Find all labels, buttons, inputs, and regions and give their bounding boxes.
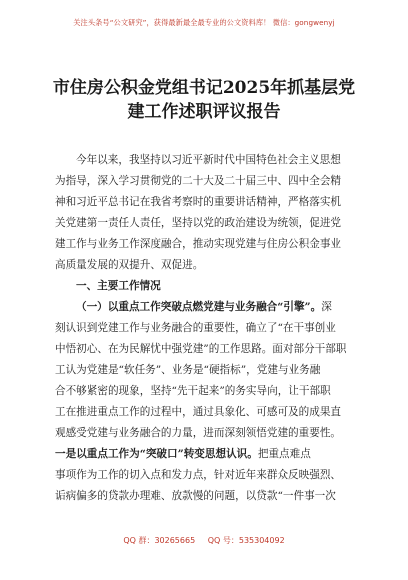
- title-line-2: 建工作述职评议报告: [127, 102, 281, 122]
- document-title: [30, 76, 378, 124]
- section-heading: 一、主要工作情况: [76, 280, 161, 292]
- paragraph-line: 高质量发展的双提升、双促进。: [55, 259, 204, 271]
- qq-group: QQ 群：30265665: [123, 536, 196, 545]
- paragraph-line: 工在推进重点工作的过程中，通过具象化、可感可及的成果直: [55, 406, 342, 418]
- paragraph-line: 观感受党建与业务融合的力量，进而深刻领悟党建的重要性。: [55, 427, 342, 439]
- paragraph-line: 神和习近平总书记在我省考察时的重要讲话精神，严格落实机: [55, 196, 342, 208]
- paragraph-line: 工认为党建是“软任务”、业务是“硬指标”，党建与业务融: [55, 364, 321, 376]
- subsection-heading-line: [55, 297, 353, 318]
- point-rest: 把重点难点: [257, 448, 311, 460]
- paragraph-line: 建工作与业务工作深度融合，推动实现党建与住房公积金事业: [55, 238, 342, 250]
- contact-footer: [0, 535, 408, 546]
- promo-header: 关注头条号“公文研究”，获得最新最全最专业的公文资料库！ 微信：gongwenyj: [73, 18, 335, 27]
- subsection-heading-tail: 深: [321, 301, 332, 313]
- qq-number: QQ 号：535304092: [207, 536, 285, 545]
- document-body: [55, 150, 353, 507]
- paragraph-line: 诟病偏多的贷款办理难、放款慢的问题，以贷款“一件事一次: [55, 490, 336, 502]
- paragraph-line: 事项作为工作的切入点和发力点，针对近年来群众反映强烈、: [55, 469, 342, 481]
- point-heading-line: [55, 444, 353, 465]
- paragraph-line: 中悟初心、在为民解忧中强党建”的工作思路。面对部分干部职: [55, 343, 347, 355]
- point-label: 一是: [55, 448, 77, 460]
- paragraph-line: 为指导，深入学习贯彻党的二十大及二十届三中、四中全会精: [55, 175, 342, 187]
- paragraph-line: 合不够紧密的现象，坚持“先干起来”的务实导向，让干部职: [55, 385, 331, 397]
- title-line-1: 市住房公积金党组书记2025年抓基层党: [52, 78, 356, 98]
- paragraph-line: 关党建第一责任人责任，坚持以党的政治建设为统领，促进党: [55, 217, 342, 229]
- subsection-heading: （一）以重点工作突破点燃党建与业务融合“引擎”。: [76, 301, 322, 313]
- paragraph-line: 今年以来，我坚持以习近平新时代中国特色社会主义思想: [76, 154, 341, 166]
- paragraph-line: 刻认识到党建工作与业务融合的重要性，确立了“在干事创业: [55, 322, 336, 334]
- point-label-tail: 以重点工作为“突破口”转变思想认识。: [76, 448, 258, 460]
